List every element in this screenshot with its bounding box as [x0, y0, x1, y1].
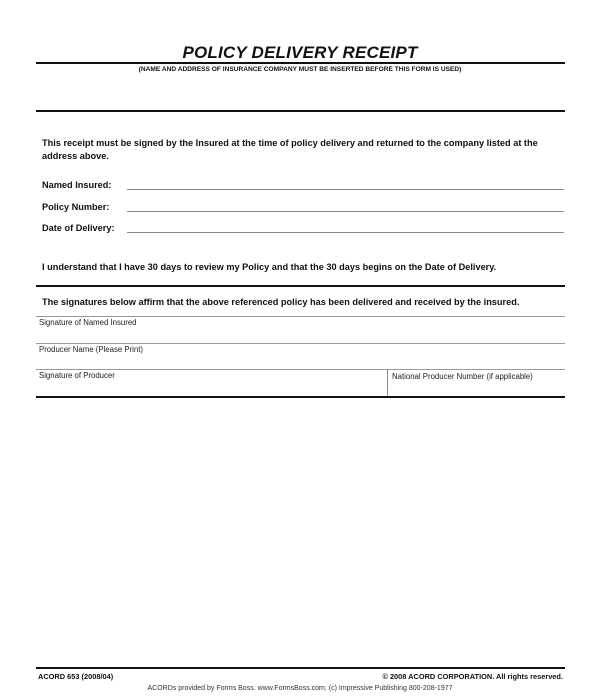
date-of-delivery-label: Date of Delivery: — [42, 223, 115, 233]
national-producer-number-label: National Producer Number (if applicable) — [392, 372, 533, 381]
date-of-delivery-field[interactable] — [127, 219, 564, 233]
signature-named-insured-field[interactable] — [36, 317, 565, 343]
named-insured-field[interactable] — [127, 176, 564, 190]
producer-name-label: Producer Name (Please Print) — [39, 345, 143, 354]
insurance-company-area[interactable] — [36, 72, 565, 110]
policy-number-field[interactable] — [127, 198, 564, 212]
named-insured-underline — [127, 189, 564, 190]
producer-name-field[interactable] — [36, 344, 565, 369]
producer-signature-field[interactable] — [36, 370, 386, 396]
policy-number-underline — [127, 211, 564, 212]
form-subtitle: (NAME AND ADDRESS OF INSURANCE COMPANY MUST BE INSERTED BEFORE THIS FORM IS USED) — [138, 66, 462, 73]
form-id: ACORD 653 (2008/04) — [38, 672, 114, 681]
form-title: POLICY DELIVERY RECEIPT — [182, 43, 418, 62]
copyright-text: © 2008 ACORD CORPORATION. All rights reserved. — [382, 672, 563, 681]
footer-rule — [36, 667, 565, 669]
header-rule — [36, 62, 565, 64]
company-area-rule — [36, 110, 565, 112]
signature-intro-text: The signatures below affirm that the above referenced policy has been delivered and received by the insured. — [42, 297, 520, 307]
intro-text: This receipt must be signed by the Insured at the time of policy delivery and returned to the company listed at the address above. — [42, 138, 538, 161]
policy-number-label: Policy Number: — [42, 202, 110, 212]
producer-signature-label: Signature of Producer — [39, 371, 115, 380]
date-of-delivery-underline — [127, 232, 564, 233]
national-producer-number-field[interactable] — [388, 370, 565, 396]
credit-text: ACORDs provided by Forms Boss. www.FormsBoss.com; (c) Impressive Publishing 800-208-1977 — [147, 685, 453, 692]
signature-named-insured-label: Signature of Named Insured — [39, 318, 137, 327]
signature-bottom-rule — [36, 396, 565, 398]
acknowledgement-text: I understand that I have 30 days to review my Policy and that the 30 days begins on the Date of Delivery. — [42, 262, 497, 272]
section-rule — [36, 285, 565, 287]
named-insured-label: Named Insured: — [42, 180, 112, 190]
